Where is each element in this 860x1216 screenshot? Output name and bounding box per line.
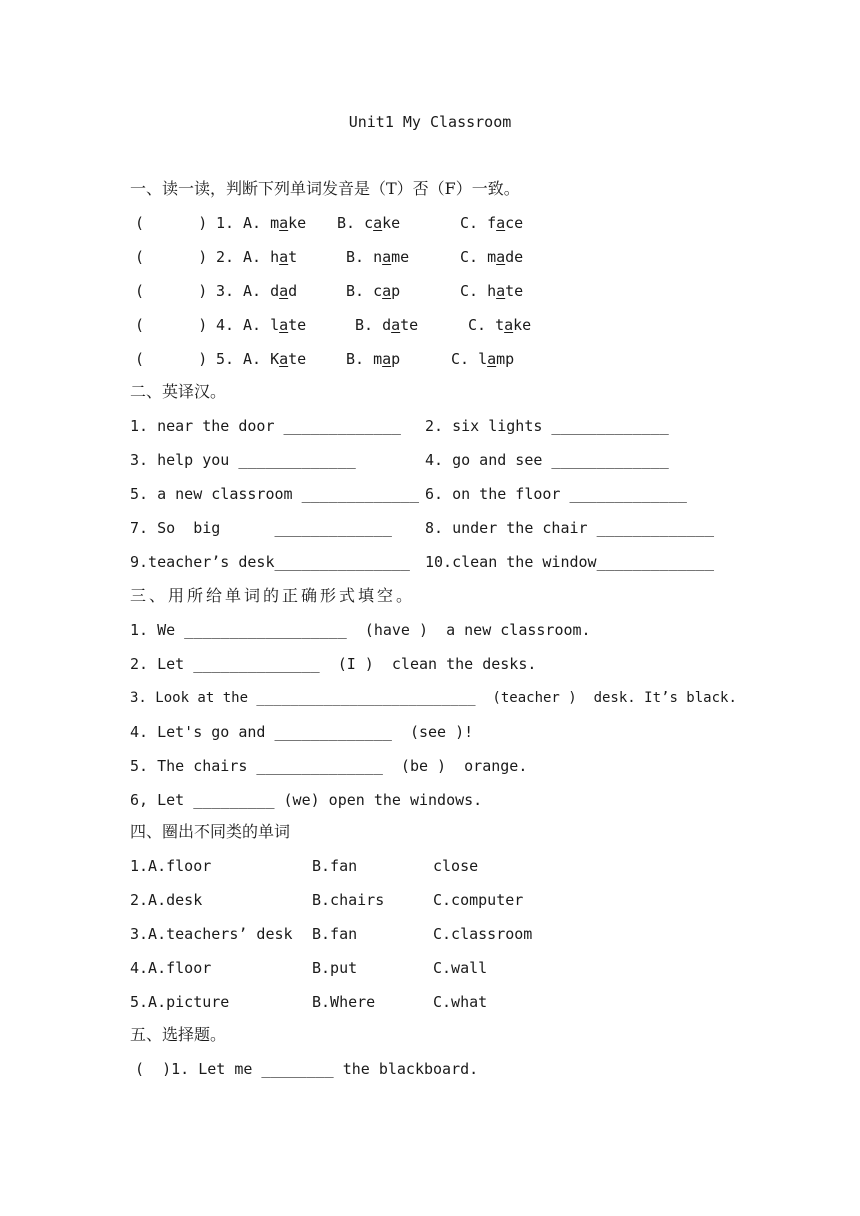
- option-label: A.: [243, 214, 262, 232]
- underlined-letter: a: [496, 248, 506, 266]
- answer-paren: ( ): [135, 248, 208, 266]
- word-prefix: d: [270, 282, 280, 300]
- word-suffix: ce: [505, 214, 524, 232]
- underlined-letter: a: [279, 316, 289, 334]
- fill-blank-item-4: 4. Let's go and _____________ (see )!: [130, 723, 474, 741]
- word-prefix: K: [270, 350, 280, 368]
- underlined-letter: a: [382, 282, 392, 300]
- underlined-letter: a: [496, 214, 506, 232]
- option-b: [346, 247, 409, 267]
- odd-one-out-cell: C.computer: [433, 891, 524, 909]
- page-title: Unit1 My Classroom: [348, 113, 512, 131]
- word-suffix: te: [288, 350, 307, 368]
- answer-paren: ( ): [135, 214, 208, 232]
- word-suffix: p: [391, 350, 401, 368]
- option-c: [460, 247, 523, 267]
- section-4-heading: 四、圈出不同类的单词: [130, 822, 291, 841]
- word-suffix: ke: [382, 214, 401, 232]
- word-suffix: ke: [513, 316, 532, 334]
- odd-one-out-cell: C.what: [433, 993, 488, 1011]
- option-label: C.: [468, 316, 487, 334]
- fill-blank-item-1: 1. We __________________ (have ) a new classroom.: [130, 621, 591, 639]
- option-label: A.: [243, 248, 262, 266]
- option-a: [243, 247, 297, 267]
- translation-item-2: 2. six lights _____________: [425, 417, 669, 435]
- word-prefix: m: [270, 214, 280, 232]
- odd-one-out-cell: C.classroom: [433, 925, 533, 943]
- option-label: C.: [460, 282, 479, 300]
- choice-item-1: ( )1. Let me ________ the blackboard.: [135, 1060, 479, 1078]
- underlined-letter: a: [504, 316, 514, 334]
- question-number: 3.: [216, 282, 235, 300]
- translation-item-9: 9.teacher’s desk_______________: [130, 553, 410, 571]
- translation-item-10: 10.clean the window_____________: [425, 553, 714, 571]
- word-prefix: m: [373, 350, 383, 368]
- fill-blank-item-6: 6, Let _________ (we) open the windows.: [130, 791, 483, 809]
- fill-blank-item-3: 3. Look at the __________________________ (teacher ) desk. It’s black.: [130, 690, 737, 706]
- translation-item-8: 8. under the chair _____________: [425, 519, 714, 537]
- translation-item-7: 7. So big _____________: [130, 519, 392, 537]
- odd-one-out-cell: B.put: [312, 959, 358, 977]
- odd-one-out-cell: C.wall: [433, 959, 488, 977]
- odd-one-out-cell: 4.A.floor: [130, 959, 212, 977]
- underlined-letter: a: [279, 248, 289, 266]
- option-b: [346, 281, 400, 301]
- underlined-letter: a: [279, 214, 289, 232]
- question-number: 5.: [216, 350, 235, 368]
- option-label: A.: [243, 316, 262, 334]
- answer-paren: ( ): [135, 350, 208, 368]
- word-prefix: c: [364, 214, 374, 232]
- odd-one-out-cell: B.fan: [312, 925, 358, 943]
- word-suffix: t: [288, 248, 298, 266]
- word-prefix: m: [487, 248, 497, 266]
- underlined-letter: a: [382, 248, 392, 266]
- word-suffix: ke: [288, 214, 307, 232]
- word-suffix: de: [505, 248, 524, 266]
- underlined-letter: a: [391, 316, 401, 334]
- underlined-letter: a: [382, 350, 392, 368]
- option-label: B.: [337, 214, 356, 232]
- underlined-letter: a: [279, 350, 289, 368]
- odd-one-out-cell: B.Where: [312, 993, 376, 1011]
- odd-one-out-cell: B.fan: [312, 857, 358, 875]
- translation-item-5: 5. a new classroom _____________: [130, 485, 419, 503]
- translation-item-6: 6. on the floor _____________: [425, 485, 687, 503]
- option-label: A.: [243, 282, 262, 300]
- option-b: [355, 315, 418, 335]
- word-suffix: me: [391, 248, 410, 266]
- word-prefix: t: [495, 316, 505, 334]
- odd-one-out-cell: B.chairs: [312, 891, 385, 909]
- underlined-letter: a: [487, 350, 497, 368]
- word-suffix: d: [288, 282, 298, 300]
- word-prefix: l: [478, 350, 488, 368]
- underlined-letter: a: [279, 282, 289, 300]
- fill-blank-item-5: 5. The chairs ______________ (be ) orange.: [130, 757, 528, 775]
- option-a: [243, 315, 306, 335]
- option-label: C.: [451, 350, 470, 368]
- underlined-letter: a: [373, 214, 383, 232]
- question-number: 2.: [216, 248, 235, 266]
- odd-one-out-cell: close: [433, 857, 479, 875]
- option-label: A.: [243, 350, 262, 368]
- word-prefix: h: [487, 282, 497, 300]
- underlined-letter: a: [496, 282, 506, 300]
- option-label: B.: [355, 316, 374, 334]
- section-5-heading: 五、选择题。: [130, 1025, 227, 1044]
- option-label: C.: [460, 248, 479, 266]
- word-suffix: te: [288, 316, 307, 334]
- section-3-heading: 三、用所给单词的正确形式填空。: [130, 586, 416, 605]
- translation-item-3: 3. help you _____________: [130, 451, 356, 469]
- word-suffix: te: [505, 282, 524, 300]
- option-label: C.: [460, 214, 479, 232]
- word-suffix: p: [391, 282, 401, 300]
- word-suffix: te: [400, 316, 419, 334]
- word-prefix: l: [270, 316, 280, 334]
- odd-one-out-cell: 3.A.teachers’ desk: [130, 925, 293, 943]
- word-suffix: mp: [496, 350, 515, 368]
- odd-one-out-cell: 1.A.floor: [130, 857, 212, 875]
- option-a: [243, 213, 306, 233]
- option-label: B.: [346, 248, 365, 266]
- translation-item-1: 1. near the door _____________: [130, 417, 401, 435]
- word-prefix: n: [373, 248, 383, 266]
- option-b: [346, 349, 400, 369]
- option-a: [243, 281, 297, 301]
- option-c: [460, 281, 523, 301]
- option-label: B.: [346, 282, 365, 300]
- section-2-heading: 二、英译汉。: [130, 382, 227, 401]
- fill-blank-item-2: 2. Let ______________ (I ) clean the desks.: [130, 655, 537, 673]
- option-c: [468, 315, 531, 335]
- translation-item-4: 4. go and see _____________: [425, 451, 669, 469]
- odd-one-out-cell: 2.A.desk: [130, 891, 203, 909]
- answer-paren: ( ): [135, 282, 208, 300]
- question-number: 1.: [216, 214, 235, 232]
- odd-one-out-cell: 5.A.picture: [130, 993, 230, 1011]
- section-1-heading: 一、读一读，判断下列单词发音是（T）否（F）一致。: [130, 179, 520, 198]
- word-prefix: d: [382, 316, 392, 334]
- word-prefix: f: [487, 214, 497, 232]
- question-number: 4.: [216, 316, 235, 334]
- word-prefix: h: [270, 248, 280, 266]
- option-a: [243, 349, 306, 369]
- option-c: [460, 213, 523, 233]
- option-label: B.: [346, 350, 365, 368]
- option-c: [451, 349, 514, 369]
- word-prefix: c: [373, 282, 383, 300]
- option-b: [337, 213, 400, 233]
- answer-paren: ( ): [135, 316, 208, 334]
